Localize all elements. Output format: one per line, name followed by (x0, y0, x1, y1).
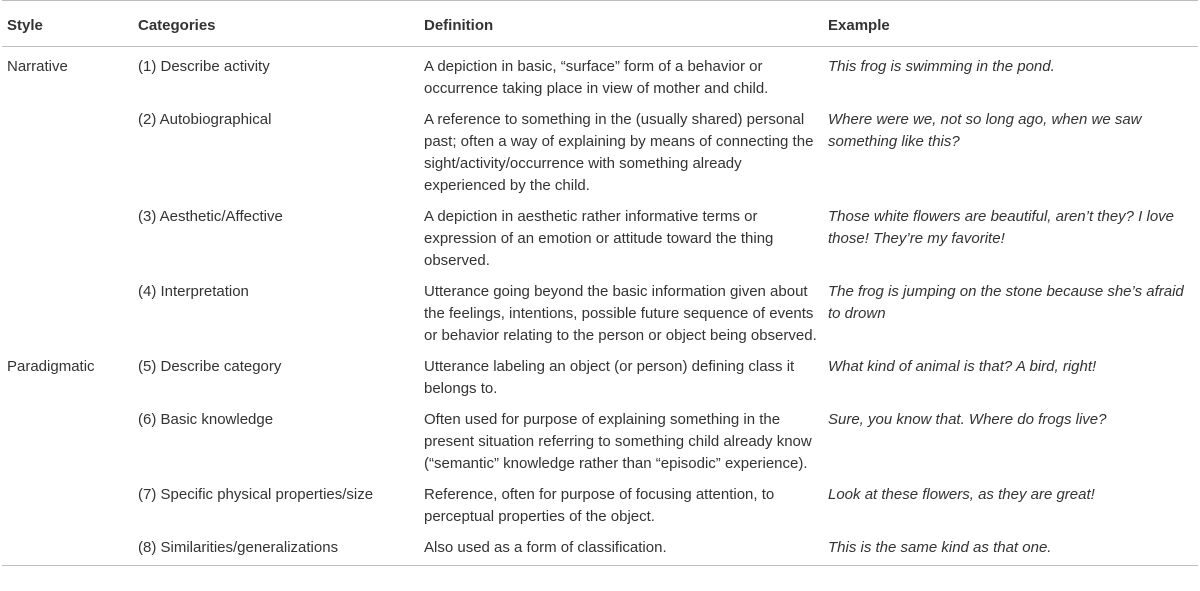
category-cell: (5) Describe category (138, 358, 282, 375)
table-header (2, 1, 1198, 47)
definition-cell: Utterance labeling an object (or person) defining class it belongs to. (424, 358, 795, 397)
table-body (2, 47, 1198, 566)
table-row (2, 206, 1198, 281)
header-definition: Definition (419, 1, 823, 47)
category-cell: (7) Specific physical properties/size (138, 486, 374, 503)
definition-cell: A depiction in basic, “surface” form of a behavior or occurrence taking place in view of mother and child. (424, 58, 769, 97)
definition-cell: A reference to something in the (usually shared) personal past; often a way of explaining by means of connecting the sight/activity/occurrence with something already experienced by the child. (424, 111, 814, 194)
header-example: Example (823, 1, 1198, 47)
bottom-rule (2, 565, 1198, 566)
categories-table (2, 0, 1198, 565)
example-cell: Those white flowers are beautiful, aren’t they? I love those! They’re my favorite! (828, 208, 1175, 247)
style-cell (2, 206, 133, 281)
example-cell: Look at these flowers, as they are great! (828, 486, 1095, 503)
category-cell: (3) Aesthetic/Affective (138, 208, 283, 225)
style-cell (2, 537, 133, 565)
definition-cell: Often used for purpose of explaining something in the present situation referring to something child already know (“semantic” knowledge rather than “episodic” experience). (424, 411, 812, 472)
example-cell: This is the same kind as that one. (828, 539, 1052, 556)
header-style: Style (2, 1, 133, 47)
example-cell: Where were we, not so long ago, when we saw something like this? (828, 111, 1142, 150)
definition-cell: Reference, often for purpose of focusing attention, to perceptual properties of the object. (424, 486, 775, 525)
example-cell: This frog is swimming in the pond. (828, 58, 1055, 75)
table-row (2, 281, 1198, 356)
category-cell: (1) Describe activity (138, 58, 270, 75)
style-cell (2, 281, 133, 356)
category-cell: (2) Autobiographical (138, 111, 272, 128)
style-cell (2, 409, 133, 484)
header-row (2, 1, 1198, 47)
table-row (2, 537, 1198, 565)
definition-cell: Utterance going beyond the basic information given about the feelings, intentions, possible future sequence of events or behavior relating to the person or object being observed. (424, 283, 817, 344)
category-cell: (6) Basic knowledge (138, 411, 274, 428)
style-cell (2, 109, 133, 206)
example-cell: What kind of animal is that? A bird, right! (828, 358, 1097, 375)
example-cell: The frog is jumping on the stone because she’s afraid to drown (828, 283, 1184, 322)
table-row (2, 409, 1198, 484)
header-categories: Categories (133, 1, 419, 47)
example-cell: Sure, you know that. Where do frogs live? (828, 411, 1107, 428)
definition-cell: A depiction in aesthetic rather informative terms or expression of an emotion or attitude toward the thing observed. (424, 208, 774, 269)
style-cell: Paradigmatic (7, 358, 95, 375)
style-cell: Narrative (7, 58, 68, 75)
category-cell: (4) Interpretation (138, 283, 249, 300)
category-cell: (8) Similarities/generalizations (138, 539, 339, 556)
table-row (2, 47, 1198, 110)
table-row (2, 109, 1198, 206)
table-row (2, 356, 1198, 409)
table-row (2, 484, 1198, 537)
style-cell (2, 484, 133, 537)
definition-cell: Also used as a form of classification. (424, 539, 667, 556)
